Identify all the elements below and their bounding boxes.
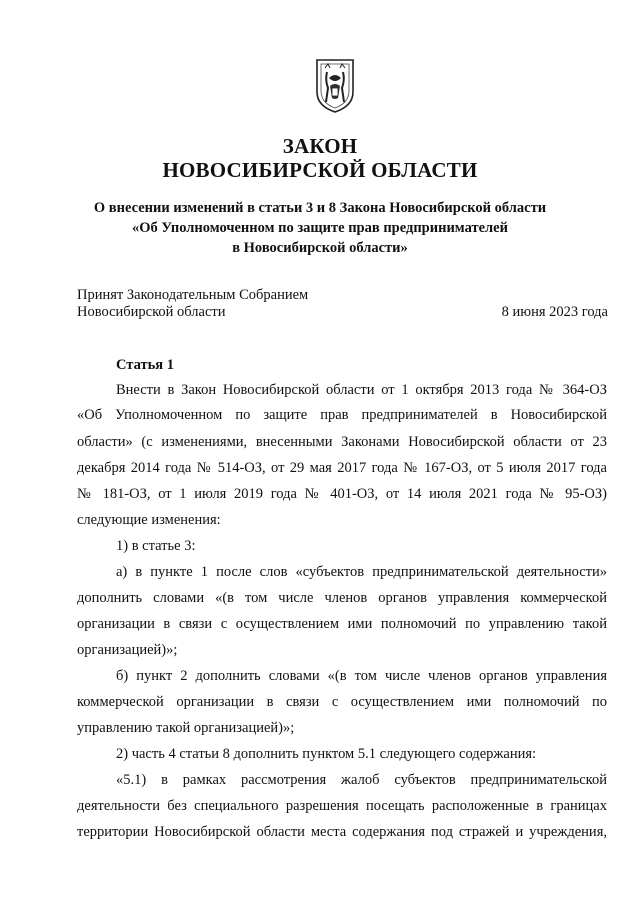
novosibirsk-coat-of-arms-icon bbox=[313, 58, 357, 114]
paragraph-line: территории Новосибирской области места содержания под стражей и учреждения, bbox=[77, 824, 607, 840]
adopted-by-line: Новосибирской области bbox=[77, 304, 226, 320]
paragraph-line: «5.1) в рамках рассмотрения жалоб субъектов предпринимательской bbox=[116, 772, 607, 788]
paragraph-line: декабря 2014 года № 514-ОЗ, от 29 мая 2017 года № 167-ОЗ, от 5 июля 2017 года bbox=[77, 460, 607, 476]
law-region-title: НОВОСИБИРСКОЙ ОБЛАСТИ bbox=[162, 158, 478, 182]
paragraph-line: Внести в Закон Новосибирской области от 1 октября 2013 года № 364-ОЗ bbox=[116, 382, 607, 398]
paragraph-line: организации в связи с осуществлением ими полномочий по управлению такой bbox=[77, 616, 607, 632]
paragraph-line: организацией)»; bbox=[77, 642, 178, 658]
paragraph-line: а) в пункте 1 после слов «субъектов предпринимательской деятельности» bbox=[116, 564, 607, 580]
list-item: 2) часть 4 статьи 8 дополнить пунктом 5.1 следующего содержания: bbox=[116, 746, 537, 762]
article-heading: Статья 1 bbox=[116, 357, 174, 373]
law-title: ЗАКОН bbox=[282, 134, 358, 158]
list-item: 1) в статье 3: bbox=[116, 538, 196, 554]
adopted-by-line: Принят Законодательным Собранием bbox=[77, 287, 309, 303]
law-subtitle-line: в Новосибирской области» bbox=[232, 240, 408, 256]
paragraph-line: области» (с изменениями, внесенными Законами Новосибирской области от 23 bbox=[77, 434, 607, 450]
law-subtitle-line: «Об Уполномоченном по защите прав предпринимателей bbox=[132, 220, 508, 236]
paragraph-line: б) пункт 2 дополнить словами «(в том числе членов органов управления bbox=[116, 668, 607, 684]
paragraph-line: коммерческой организации в связи с осуществлением ими полномочий по bbox=[77, 694, 607, 710]
law-subtitle-line: О внесении изменений в статьи 3 и 8 Закона Новосибирской области bbox=[93, 200, 547, 216]
paragraph-line: дополнить словами «(в том числе членов органов управления коммерческой bbox=[77, 590, 607, 606]
adoption-date: 8 июня 2023 года bbox=[501, 304, 608, 320]
paragraph-line: управлению такой организацией)»; bbox=[77, 720, 295, 736]
paragraph-line: «Об Уполномоченном по защите прав предпринимателей в Новосибирской bbox=[77, 407, 607, 423]
paragraph-line: № 181-ОЗ, от 1 июля 2019 года № 401-ОЗ, от 14 июля 2021 года № 95-ОЗ) bbox=[77, 486, 607, 502]
paragraph-line: деятельности без специального разрешения посещать расположенные в границах bbox=[77, 798, 607, 814]
paragraph-line: следующие изменения: bbox=[77, 512, 221, 528]
